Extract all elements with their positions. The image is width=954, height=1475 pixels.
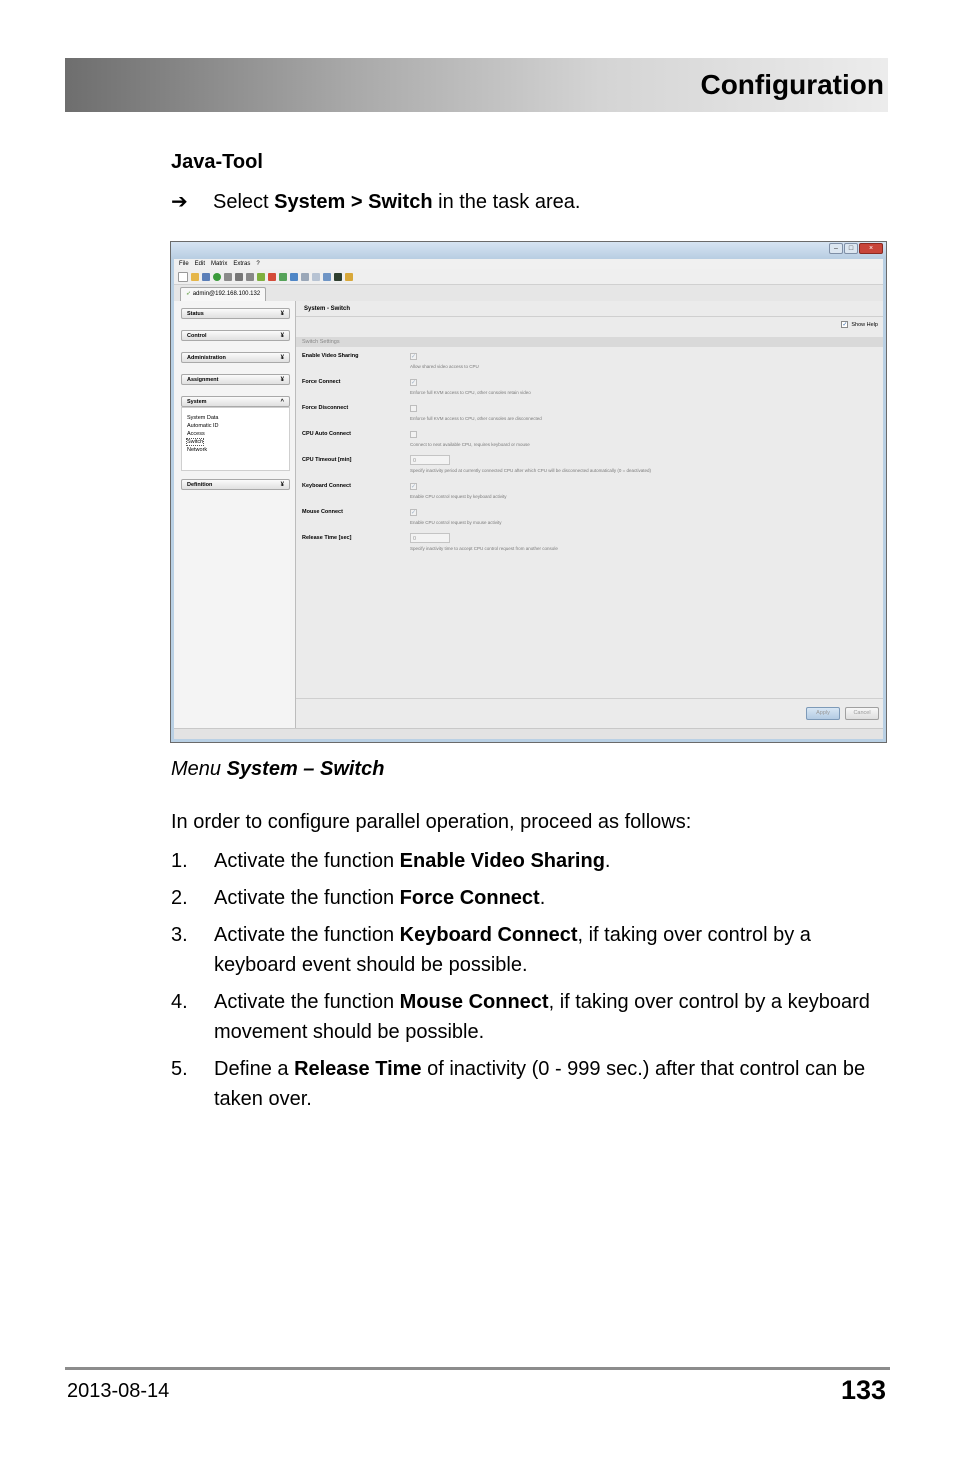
step-text-pre: Select — [213, 191, 275, 213]
list-text-pre: Activate the function — [214, 991, 400, 1013]
delete-icon[interactable] — [224, 273, 232, 281]
sidebar-section-assignment[interactable] — [181, 374, 290, 385]
connection-icon: ➶ — [186, 291, 193, 297]
document-icon[interactable] — [301, 273, 309, 281]
show-help-label: Show Help — [851, 321, 878, 328]
list-text-post: . — [604, 850, 611, 872]
step-text-bold: System > Switch — [274, 191, 433, 213]
list-number: 1. — [171, 850, 188, 872]
setting-help-mouse-connect: Enable CPU control request by mouse activity — [410, 520, 502, 525]
chevron-down-icon: ¥ — [280, 355, 284, 361]
sidebar-item-automatic-id[interactable]: Automatic ID — [187, 423, 219, 429]
list-text — [214, 987, 874, 1047]
setting-cpu-auto-connect-checkbox[interactable] — [410, 431, 417, 438]
list-number: 4. — [171, 991, 188, 1013]
chevron-down-icon: ¥ — [280, 311, 284, 317]
setting-label-cpu-timeout: CPU Timeout [min] — [302, 457, 352, 463]
sidebar-item-network[interactable]: Network — [187, 447, 208, 453]
menu-file[interactable]: File — [179, 261, 189, 267]
list-text — [214, 1054, 874, 1114]
cancel-button[interactable]: Cancel — [845, 707, 879, 720]
setting-help-force-connect: Enforce full KVM access to CPU, other consoles retain video — [410, 390, 531, 395]
show-help-checkbox[interactable]: ✓ — [842, 322, 848, 328]
sidebar-item-system-data[interactable]: System Data — [187, 415, 219, 421]
setting-release-time-input[interactable]: 0 — [410, 533, 450, 543]
chevron-down-icon: ¥ — [280, 333, 284, 339]
show-help-toggle[interactable] — [841, 321, 878, 328]
save-icon[interactable] — [202, 273, 210, 281]
setting-keyboard-connect-checkbox[interactable] — [410, 483, 417, 490]
checkmark-icon: ✓ — [411, 354, 417, 360]
setting-label-force-disconnect: Force Disconnect — [302, 405, 349, 411]
menu-help[interactable]: ? — [256, 261, 260, 267]
sidebar-system-items — [181, 407, 290, 471]
upload-icon[interactable] — [279, 273, 287, 281]
app-client-area — [174, 301, 883, 739]
list-number: 3. — [171, 924, 188, 946]
caption-pre: Menu — [171, 758, 227, 780]
setting-mouse-connect-checkbox[interactable] — [410, 509, 417, 516]
figure-caption — [171, 758, 384, 781]
list-text-post: , if taking over control by a keyboard movement should be possible. — [214, 991, 870, 1043]
list-text-pre: Activate the function — [214, 850, 400, 872]
instruction-step — [171, 189, 580, 214]
setting-label-cpu-auto-connect: CPU Auto Connect — [302, 431, 351, 437]
sidebar-section-administration[interactable] — [181, 352, 290, 363]
list-text — [214, 920, 874, 980]
setting-label-release-time: Release Time [sec] — [302, 535, 352, 541]
chevron-down-icon: ¥ — [280, 377, 284, 383]
setting-label-force-connect: Force Connect — [302, 379, 341, 385]
setting-help-keyboard-connect: Enable CPU control request by keyboard activity — [410, 494, 507, 499]
setting-help-force-disconnect: Enforce full KVM access to CPU, other consoles are disconnected — [410, 416, 542, 421]
main-content — [296, 301, 883, 729]
new-file-icon[interactable] — [178, 272, 188, 282]
copy-icon[interactable] — [235, 273, 243, 281]
sidebar-section-label: Control — [187, 333, 207, 339]
export-icon[interactable] — [312, 273, 320, 281]
tab-bar — [174, 285, 883, 302]
tab-connection-label: admin@192.168.100.132 — [192, 291, 261, 297]
minimize-icon[interactable]: – — [829, 243, 843, 254]
sidebar-item-switch-label: Switch — [187, 439, 204, 445]
arrow-icon: ➔ — [171, 191, 188, 213]
setting-help-cpu-auto-connect: Connect to next available CPU, requires keyboard or mouse — [410, 442, 530, 447]
page-header-title: Configuration — [700, 69, 884, 100]
menu-matrix[interactable]: Matrix — [211, 261, 228, 267]
app-screenshot — [170, 241, 887, 743]
list-text — [214, 883, 874, 913]
list-text-bold: Mouse Connect — [399, 991, 549, 1013]
footer-divider — [65, 1367, 890, 1370]
sidebar-section-label: Administration — [187, 355, 226, 361]
status-bar — [174, 728, 883, 739]
sidebar-section-control[interactable] — [181, 330, 290, 341]
download-icon[interactable] — [290, 273, 298, 281]
page-number: 133 — [840, 1375, 886, 1405]
checkmark-icon: ✓ — [411, 510, 417, 516]
chevron-down-icon: ¥ — [280, 482, 284, 488]
action-bar — [296, 698, 883, 729]
list-text-pre: Activate the function — [214, 924, 400, 946]
menu-edit[interactable]: Edit — [194, 261, 206, 267]
setting-help-enable-video-sharing: Allow shared video access to CPU — [410, 364, 479, 369]
menu-extras[interactable]: Extras — [233, 261, 251, 267]
content-title: System - Switch — [304, 306, 351, 312]
sidebar-section-definition[interactable] — [181, 479, 290, 490]
setting-help-cpu-timeout: Specify inactivity period at currently connected CPU after which CPU will be disconnected automatically (0 = deactivated) — [410, 468, 651, 473]
setting-label-enable-video-sharing: Enable Video Sharing — [302, 353, 359, 359]
connect-icon[interactable] — [257, 273, 265, 281]
list-text-post: , if taking over control by a keyboard event should be possible. — [214, 924, 811, 976]
footer-date: 2013-08-14 — [67, 1380, 170, 1402]
list-text — [214, 846, 874, 876]
setting-enable-video-sharing-checkbox[interactable] — [410, 353, 417, 360]
maximize-icon[interactable]: □ — [844, 243, 858, 254]
menu-bar — [174, 259, 883, 269]
content-divider — [296, 316, 883, 317]
sidebar-section-label: Definition — [187, 482, 213, 488]
list-text-bold: Enable Video Sharing — [399, 850, 605, 872]
sidebar-section-system[interactable] — [181, 396, 290, 407]
tools-icon[interactable] — [345, 273, 353, 281]
page-header-bar — [65, 58, 888, 112]
task-sidebar — [174, 301, 296, 729]
setting-force-connect-checkbox[interactable] — [410, 379, 417, 386]
step-text-post: in the task area. — [432, 191, 581, 213]
sidebar-item-access[interactable]: Access — [187, 431, 205, 437]
sidebar-section-label: Status — [187, 311, 204, 317]
setting-help-release-time: Specify inactivity time to accept CPU control request from another console — [410, 546, 558, 551]
disconnect-icon[interactable] — [268, 273, 276, 281]
monitor-icon[interactable] — [334, 273, 342, 281]
list-text-bold: Keyboard Connect — [399, 924, 578, 946]
refresh-icon[interactable] — [213, 273, 221, 281]
list-text-bold: Release Time — [294, 1058, 422, 1080]
import-icon[interactable] — [323, 273, 331, 281]
list-text-post: . — [539, 887, 546, 909]
settings-band: Switch Settings — [296, 337, 883, 347]
sidebar-section-label: Assignment — [187, 377, 219, 383]
checkmark-icon: ✓ — [411, 380, 417, 386]
setting-label-keyboard-connect: Keyboard Connect — [302, 483, 351, 489]
setting-force-disconnect-checkbox[interactable] — [410, 405, 417, 412]
intro-paragraph: In order to configure parallel operation, proceed as follows: — [171, 811, 692, 833]
sidebar-section-label: System — [187, 399, 207, 405]
list-number: 5. — [171, 1058, 188, 1080]
list-text-post: of inactivity (0 - 999 sec.) after that control can be taken over. — [214, 1058, 866, 1110]
list-number: 2. — [171, 887, 188, 909]
setting-cpu-timeout-input[interactable]: 0 — [410, 455, 450, 465]
list-text-pre: Define a — [214, 1058, 295, 1080]
apply-button[interactable]: Apply — [806, 707, 840, 720]
caption-bold: System – Switch — [226, 758, 385, 780]
setting-label-mouse-connect: Mouse Connect — [302, 509, 343, 515]
toolbar — [174, 269, 883, 285]
open-folder-icon[interactable] — [191, 273, 199, 281]
paste-icon[interactable] — [246, 273, 254, 281]
tab-connection[interactable] — [180, 287, 266, 301]
list-text-bold: Force Connect — [399, 887, 540, 909]
window-titlebar — [171, 242, 886, 259]
section-heading: Java-Tool — [171, 151, 263, 173]
close-icon[interactable]: × — [859, 243, 883, 254]
sidebar-section-status[interactable] — [181, 308, 290, 319]
list-text-pre: Activate the function — [214, 887, 400, 909]
checkmark-icon: ✓ — [411, 484, 417, 490]
chevron-up-icon: ^ — [280, 399, 284, 405]
